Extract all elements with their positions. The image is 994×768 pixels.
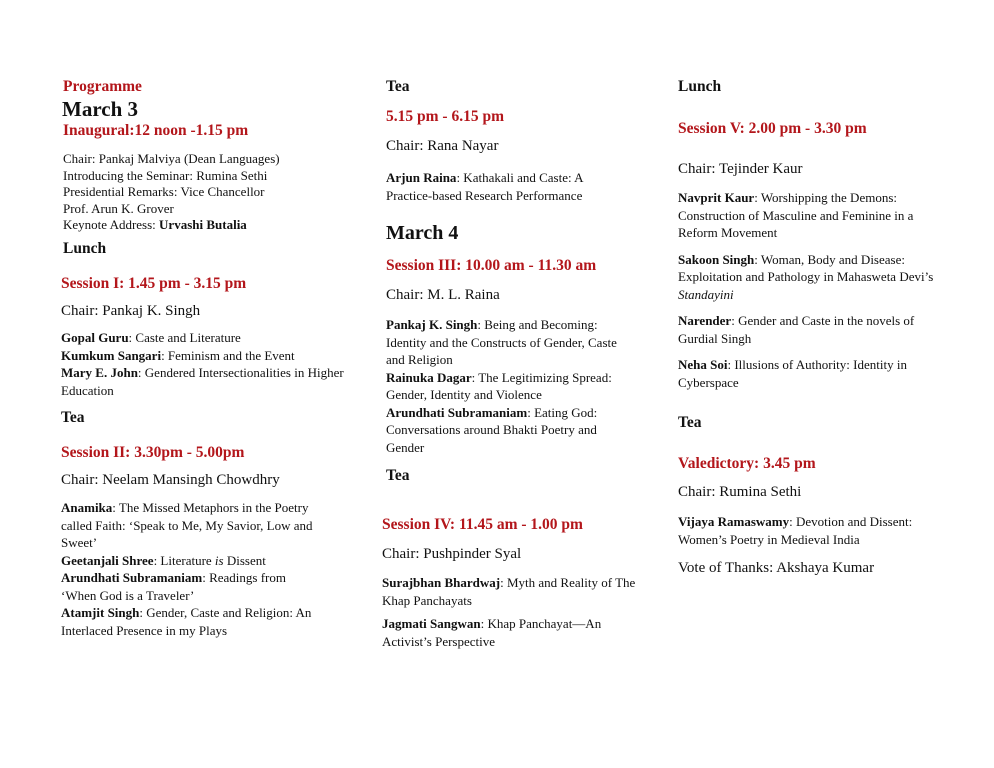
talk-item [386,169,626,204]
valedictory-talk [678,513,948,548]
talk-speaker: Narender [678,313,732,328]
inaugural-details [63,151,343,234]
talk-item [61,329,346,347]
talk-item [386,369,636,404]
lunch-label: Lunch [63,240,107,257]
session-4-chair: Chair: Pushpinder Syal [382,546,522,562]
session-2-talks [61,499,321,639]
day-heading-march-3: March 3 [62,97,139,121]
talk-item [61,569,321,604]
tea-label: Tea [386,467,410,484]
talk-speaker: Jagmati Sangwan [382,616,481,631]
talk-title: : Kathakali and Caste: A Practice-based Research Performance [386,170,583,203]
talk-title: : Devotion and Dissent: Women’s Poetry in Medieval India [678,514,913,547]
session-3-talks [386,316,636,456]
talk-title: : The Legitimizing Spread: Gender, Identity and Violence [386,369,612,402]
talk-speaker: Neha Soi [678,357,728,372]
evening-slot-chair: Chair: Rana Nayar [386,138,499,154]
session-5-talks [678,189,948,391]
talk-title: : Woman, Body and Disease: Exploitation and Pathology in Mahasweta Devi’s [678,251,934,284]
talk-item [678,189,948,242]
talk-speaker: Sakoon Singh [678,251,755,267]
talk-speaker: Anamika [61,500,113,515]
talk-title: : Illusions of Authority: Identity in Cyberspace [678,357,907,390]
inaugural-title: Inaugural:12 noon -1.15 pm [63,122,249,139]
inaugural-line: Prof. Arun K. Grover [63,200,174,216]
session-3-chair: Chair: M. L. Raina [386,287,500,303]
talk-speaker: Arundhati Subramaniam [61,570,203,585]
session-1-chair: Chair: Pankaj K. Singh [61,303,201,319]
session-5-chair: Chair: Tejinder Kaur [678,161,803,177]
evening-slot-title: 5.15 pm - 6.15 pm [386,108,504,125]
talk-speaker: Surajbhan Bhardwaj [382,575,501,590]
talk-item [678,251,948,304]
inaugural-line: Presidential Remarks: Vice Chancellor [63,184,265,199]
valedictory-title: Valedictory: 3.45 pm [678,455,816,472]
talk-speaker: Kumkum Sangari [61,347,162,363]
talk-item [386,316,636,369]
session-1-title: Session I: 1.45 pm - 3.15 pm [61,275,247,292]
tea-label: Tea [678,414,702,431]
talk-speaker: Arundhati Subramaniam [386,404,528,420]
talk-title: : Gender, Caste and Religion: An Interlaced Presence in my Plays [61,605,312,638]
talk-speaker: Rainuka Dagar [386,369,472,385]
talk-speaker: Gopal Guru [61,330,129,345]
valedictory-chair: Chair: Rumina Sethi [678,484,802,500]
talk-speaker: Mary E. John [61,365,138,380]
talk-title: : Feminism and the Event [161,347,295,363]
talk-item [61,604,321,639]
lunch-label: Lunch [678,78,722,95]
talk-speaker: Geetanjali Shree [61,552,154,568]
talk-item [61,552,321,570]
session-4-talks [382,574,652,650]
day-heading-march-4: March 4 [386,222,459,244]
talk-speaker: Navprit Kaur [678,190,755,205]
keynote-label: Keynote Address: [63,217,160,232]
talk-title: : Literature [153,552,215,568]
session-3-title: Session III: 10.00 am - 11.30 am [386,257,597,274]
talk-title: : Myth and Reality of The Khap Panchayats [382,575,636,608]
tea-label: Tea [61,409,85,426]
keynote-line [63,217,343,234]
talk-title: : Gender and Caste in the novels of Gurdial Singh [678,313,915,346]
session-5-title: Session V: 2.00 pm - 3.30 pm [678,120,867,137]
session-2-title: Session II: 3.30pm - 5.00pm [61,444,245,461]
talk-item [382,574,652,609]
talk-item [386,404,636,457]
programme-label: Programme [63,78,142,95]
talk-speaker: Arjun Raina [386,170,457,185]
talk-item [61,499,321,552]
talk-item [382,615,652,650]
talk-speaker: Vijaya Ramaswamy [678,514,790,529]
session-4-title: Session IV: 11.45 am - 1.00 pm [382,516,583,533]
talk-title: : Khap Panchayat—An Activist’s Perspective [382,616,602,649]
keynote-speaker: Urvashi Butalia [159,217,247,232]
talk-title-emphasis: Standayini [678,286,734,302]
talk-item [678,312,948,347]
talk-item [61,347,346,365]
talk-title: : Being and Becoming: Identity and the Constructs of Gender, Caste and Religion [386,317,617,367]
session-2-chair: Chair: Neelam Mansingh Chowdhry [61,472,280,488]
evening-slot-talk [386,169,626,204]
talk-title: : Readings from ‘When God is a Traveler’ [61,570,286,603]
session-1-talks [61,329,346,399]
talk-title: : Caste and Literature [128,330,241,345]
talk-item [678,513,948,548]
talk-title-emphasis: is [214,552,224,568]
talk-title: Dissent [223,552,266,568]
talk-title: : Gendered Intersectionalities in Higher Education [61,365,344,398]
tea-label: Tea [386,78,410,95]
talk-speaker: Atamjit Singh [61,605,140,620]
talk-speaker: Pankaj K. Singh [386,317,478,332]
inaugural-line: Chair: Pankaj Malviya (Dean Languages) [63,151,280,166]
talk-title: : Worshipping the Demons: Construction of Masculine and Feminine in a Reform Movement [678,190,914,240]
talk-item [61,364,346,399]
vote-of-thanks: Vote of Thanks: Akshaya Kumar [678,560,875,576]
talk-item [678,356,948,391]
inaugural-line: Introducing the Seminar: Rumina Sethi [63,167,268,183]
talk-title: : The Missed Metaphors in the Poetry called Faith: ‘Speak to Me, My Savior, Low and Sweet’ [61,500,313,550]
talk-title: : Eating God: Conversations around Bhakti Poetry and Gender [386,404,598,455]
